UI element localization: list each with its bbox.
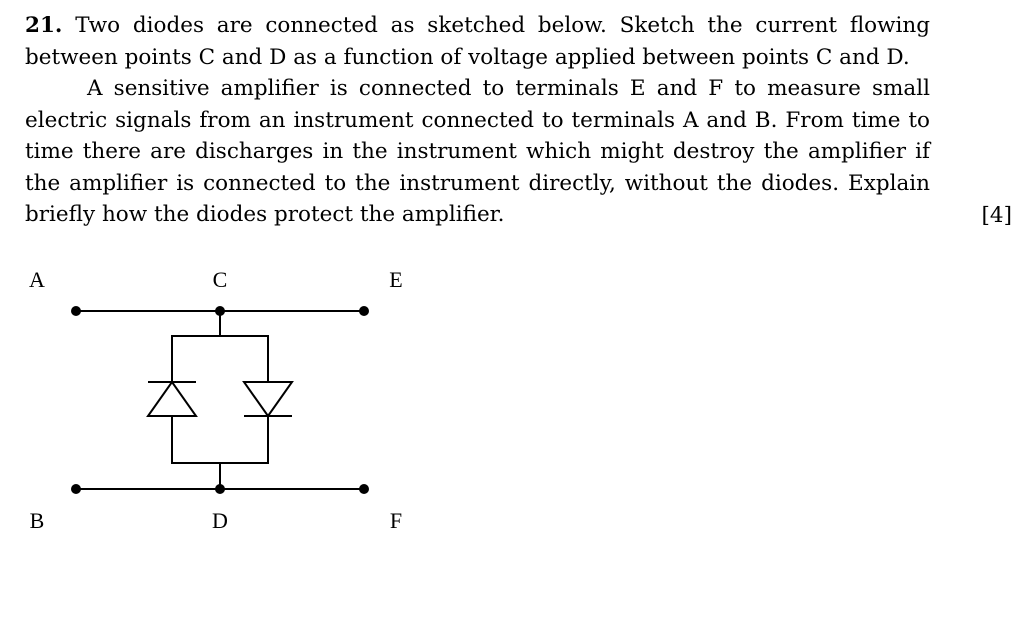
terminal-label-a: A	[29, 267, 45, 292]
question-number: 21.	[25, 13, 63, 38]
problem-paragraph-2: A sensitive amplifier is connected to terminals E and F to measure small electric signals from an instrument connected to terminals A and B. From time to time there are discharges in the instrument which might destroy the amplifier if the amplifier is connected to the instrument directly, without the diodes. Explain briefly how the diodes protect the amplifier.	[25, 76, 930, 227]
parallel-branch-top	[172, 336, 268, 382]
terminal-dot-a	[71, 306, 81, 316]
parallel-branch-bottom	[172, 416, 268, 463]
terminal-dot-b	[71, 484, 81, 494]
terminal-label-e: E	[389, 267, 403, 292]
diode-right-downward	[244, 382, 292, 416]
node-label-d: D	[212, 508, 228, 533]
terminal-dot-e	[359, 306, 369, 316]
diode-left-upward	[148, 382, 196, 416]
junction-dot-d	[215, 484, 225, 494]
junction-dot-c	[215, 306, 225, 316]
marks-indicator: [4]	[981, 203, 1012, 228]
problem-paragraph-1-text: Two diodes are connected as sketched below. Sketch the current flowing between points C and D as a function of voltage applied between points C and D.	[25, 13, 930, 70]
terminal-label-b: B	[29, 508, 45, 533]
terminal-label-f: F	[389, 508, 403, 533]
node-label-c: C	[212, 267, 228, 292]
terminal-dot-f	[359, 484, 369, 494]
